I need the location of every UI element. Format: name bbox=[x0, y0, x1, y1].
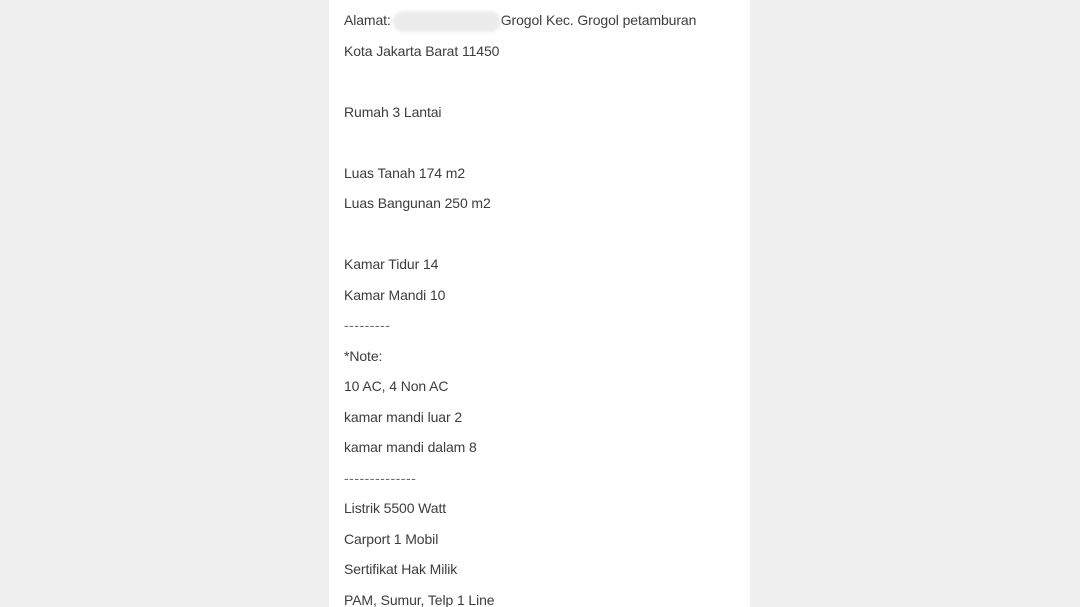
note-bath-inside: kamar mandi dalam 8 bbox=[344, 439, 477, 455]
document-page bbox=[329, 0, 750, 607]
address-street: Grogol Kec. Grogol petamburan bbox=[500, 12, 697, 28]
blank-line bbox=[344, 127, 740, 158]
electricity: Listrik 5500 Watt bbox=[344, 500, 447, 516]
listing-text bbox=[344, 5, 740, 607]
bedrooms: Kamar Tidur 14 bbox=[344, 256, 439, 272]
blank-line bbox=[344, 66, 740, 97]
building-area: Luas Bangunan 250 m2 bbox=[344, 195, 491, 211]
note-heading: *Note: bbox=[344, 347, 383, 364]
certificate: Sertifikat Hak Milik bbox=[344, 561, 458, 577]
note-ac: 10 AC, 4 Non AC bbox=[344, 378, 449, 394]
carport: Carport 1 Mobil bbox=[344, 530, 439, 547]
address-line bbox=[344, 5, 740, 36]
utilities: PAM, Sumur, Telp 1 Line bbox=[344, 591, 495, 607]
redacted-area bbox=[393, 11, 501, 32]
blank-line bbox=[344, 219, 740, 250]
bathrooms: Kamar Mandi 10 bbox=[344, 286, 446, 303]
separator-2: -------------- bbox=[344, 469, 417, 486]
separator-1: --------- bbox=[344, 317, 391, 333]
address-label: Alamat: bbox=[344, 12, 391, 28]
address-city: Kota Jakarta Barat 11450 bbox=[344, 42, 500, 59]
note-bath-outside: kamar mandi luar 2 bbox=[344, 408, 463, 425]
land-area: Luas Tanah 174 m2 bbox=[344, 164, 466, 181]
house-type: Rumah 3 Lantai bbox=[344, 103, 442, 120]
